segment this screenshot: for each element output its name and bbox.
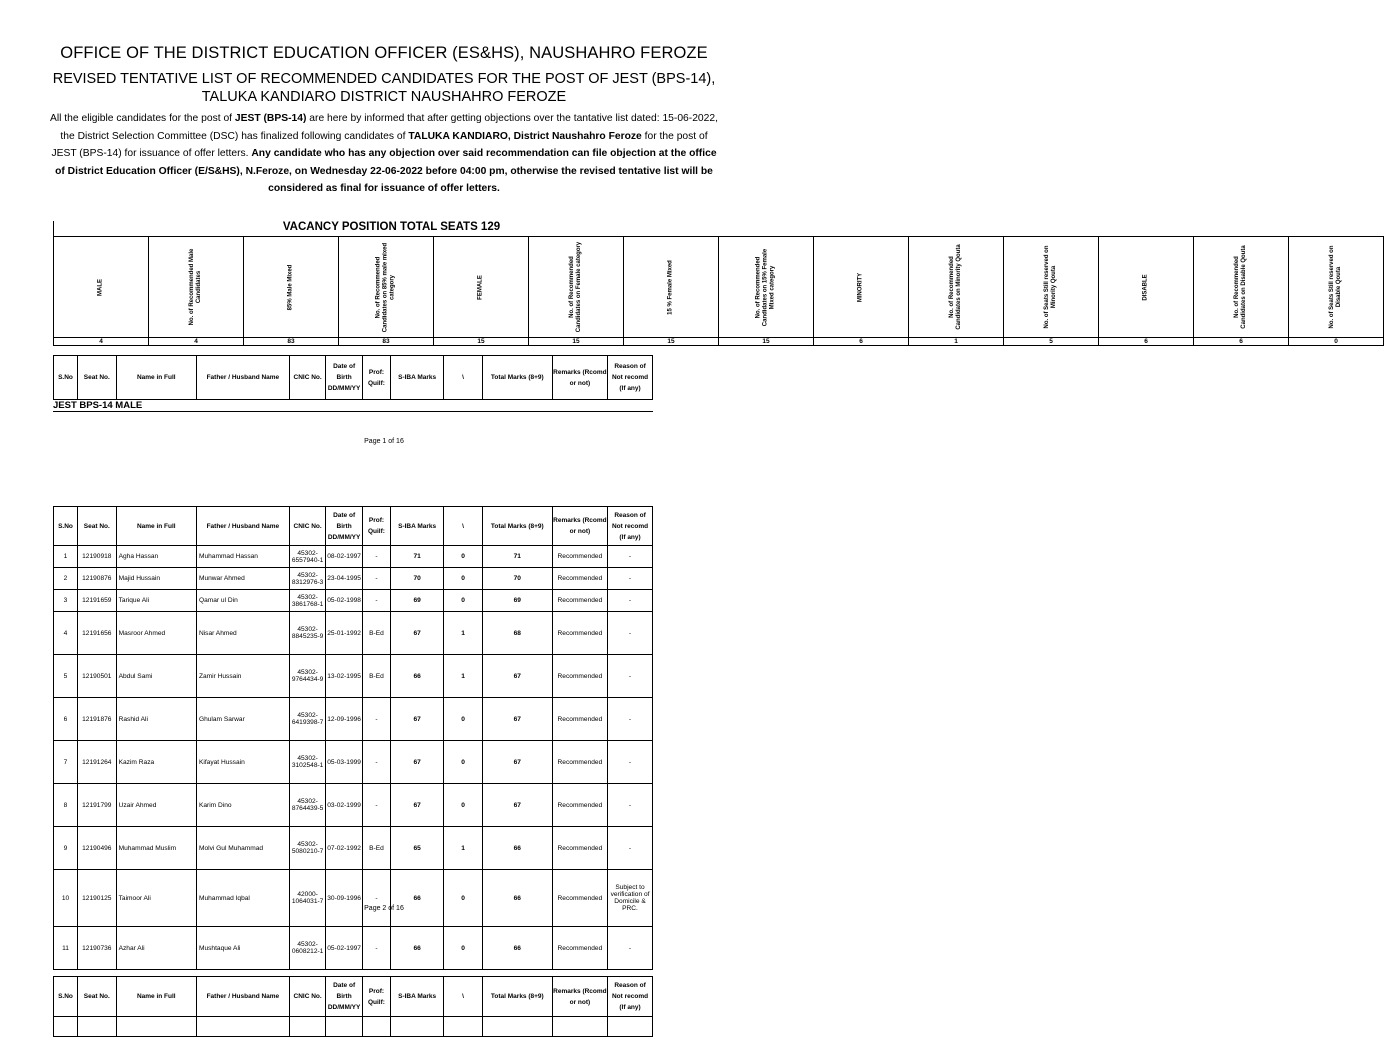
cell-extra: 1 xyxy=(444,612,483,655)
cell-name: Rashid Ali xyxy=(116,698,196,741)
candidates-table-page1 xyxy=(53,355,653,400)
cell-cnic: 45302-8764439-5 xyxy=(289,784,326,827)
cell-cnic: 45302-9764434-9 xyxy=(289,655,326,698)
cell-siba: 66 xyxy=(391,927,444,970)
vacancy-value: 15 xyxy=(719,338,814,346)
cell-name: Majid Hussain xyxy=(116,568,196,590)
column-header-sno: S.No xyxy=(54,507,78,546)
cell-prof: - xyxy=(362,870,390,927)
column-header-name: Name in Full xyxy=(116,356,196,400)
intro-bold-3: Any candidate who has any objection over said recommendation can file objection at the office of District Education Officer (E/S&HS), N.Feroze, on Wednesday 22-06-2022 before 04:00 pm, otherwise the revised tentative list will be considered as final for issuance of offer letters. xyxy=(55,148,717,194)
column-header-dob: Date of Birth DD/MM/YY xyxy=(326,356,363,400)
cell-remarks: Recommended xyxy=(552,612,607,655)
cell-extra: 0 xyxy=(444,784,483,827)
cell-siba: 66 xyxy=(391,870,444,927)
vacancy-value: 6 xyxy=(1099,338,1194,346)
cell-reason: - xyxy=(608,927,653,970)
cell-father: Muhammad Hassan xyxy=(196,546,289,568)
cell-sno: 8 xyxy=(54,784,78,827)
table-row xyxy=(54,612,653,655)
cell-dob: 13-02-1995 xyxy=(326,655,363,698)
cell-dob: 30-09-1996 xyxy=(326,870,363,927)
cell-cnic: 45302-3861768-1 xyxy=(289,590,326,612)
cell-name: Uzair Ahmed xyxy=(116,784,196,827)
cell-seat: 12190125 xyxy=(78,870,117,927)
cell-reason: - xyxy=(608,612,653,655)
cell-prof: - xyxy=(362,568,390,590)
vacancy-header: No. of Seats Still reserved on Disable Qouta xyxy=(1289,237,1384,338)
cell-reason: - xyxy=(608,827,653,870)
cell-siba: 67 xyxy=(391,698,444,741)
cell-cnic: 45302-8312976-3 xyxy=(289,568,326,590)
table-row xyxy=(54,927,653,970)
vacancy-header-row xyxy=(54,237,1384,338)
cell-sno: 9 xyxy=(54,827,78,870)
column-header-reason: Reason of Not recomd (If any) xyxy=(608,356,653,400)
cell-reason: - xyxy=(608,590,653,612)
cell-siba: 67 xyxy=(391,784,444,827)
cell-sno: 10 xyxy=(54,870,78,927)
vacancy-header: No. of Recommended Candidates on 15% Female Mixed category xyxy=(719,237,814,338)
cell-remarks: Recommended xyxy=(552,870,607,927)
cell-father: Kifayat Hussain xyxy=(196,741,289,784)
intro-text-3: for the post of JEST (BPS-14) for issuance of offer letters. xyxy=(51,130,708,159)
column-header-remarks: Remarks (Rcomd or not) xyxy=(552,356,607,400)
column-header-siba: S-IBA Marks xyxy=(391,507,444,546)
column-header-name: Name in Full xyxy=(116,507,196,546)
cell-name: Muhammad Muslim xyxy=(116,827,196,870)
cell-reason: - xyxy=(608,546,653,568)
cell-siba: 69 xyxy=(391,590,444,612)
vacancy-header: No. of Recommended Candidates on Disable Qouta xyxy=(1194,237,1289,338)
cell-father: Mushtaque Ali xyxy=(196,927,289,970)
cell-sno: 1 xyxy=(54,546,78,568)
cell-remarks: Recommended xyxy=(552,546,607,568)
cell-father: Muhammad Iqbal xyxy=(196,870,289,927)
cell-dob: 05-03-1999 xyxy=(326,741,363,784)
vacancy-header: 85% Male Mixed xyxy=(244,237,339,338)
vacancy-header: No. of Recommended Candidates on 85% male mixed category xyxy=(339,237,434,338)
vacancy-value: 4 xyxy=(149,338,244,346)
intro-bold-2: TALUKA KANDIARO, District Naushahro Feroze xyxy=(408,130,642,142)
cell-cnic: 45302-6557940-1 xyxy=(289,546,326,568)
cell-prof: B-Ed xyxy=(362,612,390,655)
cell-siba: 66 xyxy=(391,655,444,698)
column-header-prof: Prof: Quilf: xyxy=(362,356,390,400)
vacancy-title: VACANCY POSITION TOTAL SEATS 129 xyxy=(282,221,501,233)
column-header-father: Father / Husband Name xyxy=(196,507,289,546)
cell-extra: 0 xyxy=(444,590,483,612)
column-header-father: Father / Husband Name xyxy=(196,977,289,1017)
intro-text-2: are here by informed that after getting objections over the tantative list dated: 15-06-2022, the District Selection Committee (DSC) has finalized following candidates of xyxy=(60,113,718,142)
table-row xyxy=(54,1017,653,1037)
column-header-remarks: Remarks (Rcomd or not) xyxy=(552,977,607,1017)
vacancy-header: No. of Seats Still reserved on Minority Qouta xyxy=(1004,237,1099,338)
cell-extra: 1 xyxy=(444,827,483,870)
column-header-prof: Prof: Quilf: xyxy=(362,507,390,546)
cell-reason: - xyxy=(608,568,653,590)
list-subtitle: REVISED TENTATIVE LIST OF RECOMMENDED CANDIDATES FOR THE POST OF JEST (BPS-14), TALUKA KANDIARO DISTRICT NAUSHAHRO FEROZE xyxy=(52,71,716,105)
column-header-total: Total Marks (8+9) xyxy=(482,977,552,1017)
cell-remarks: Recommended xyxy=(552,698,607,741)
cell-sno: 5 xyxy=(54,655,78,698)
cell-extra: 0 xyxy=(444,870,483,927)
column-header-reason: Reason of Not recomd (If any) xyxy=(608,977,653,1017)
vacancy-values-row xyxy=(54,338,1384,346)
cell-father: Qamar ul Din xyxy=(196,590,289,612)
intro-text-1: All the eligible candidates for the post of xyxy=(50,113,235,124)
cell-extra: 0 xyxy=(444,927,483,970)
cell-dob: 12-09-1996 xyxy=(326,698,363,741)
cell-siba: 65 xyxy=(391,827,444,870)
cell-total: 68 xyxy=(482,612,552,655)
vacancy-header: MALE xyxy=(54,237,149,338)
cell-siba: 71 xyxy=(391,546,444,568)
cell-seat: 12191876 xyxy=(78,698,117,741)
cell-father: Nisar Ahmed xyxy=(196,612,289,655)
cell-prof: - xyxy=(362,927,390,970)
candidates-header-row xyxy=(54,977,653,1017)
column-header-siba: S-IBA Marks xyxy=(391,356,444,400)
cell-father: Munwar Ahmed xyxy=(196,568,289,590)
vacancy-value: 0 xyxy=(1289,338,1384,346)
vacancy-value: 1 xyxy=(909,338,1004,346)
cell-dob: 25-01-1992 xyxy=(326,612,363,655)
cell-sno: 2 xyxy=(54,568,78,590)
cell-total: 66 xyxy=(482,927,552,970)
column-header-cnic: CNIC No. xyxy=(289,356,326,400)
page-number: Page 2 of 16 xyxy=(364,905,404,912)
cell-total: 69 xyxy=(482,590,552,612)
cell-sno: 3 xyxy=(54,590,78,612)
cell-name: Tarique Ali xyxy=(116,590,196,612)
cell-sno: 4 xyxy=(54,612,78,655)
cell-dob: 23-04-1995 xyxy=(326,568,363,590)
cell-reason: - xyxy=(608,741,653,784)
cell-dob: 03-02-1999 xyxy=(326,784,363,827)
vacancy-table xyxy=(53,236,1384,346)
table-row xyxy=(54,784,653,827)
cell-prof: - xyxy=(362,546,390,568)
cell-father: Molvi Gul Muhammad xyxy=(196,827,289,870)
column-header-name: Name in Full xyxy=(116,977,196,1017)
cell-reason: Subject to verification of Domicile & PRC. xyxy=(608,870,653,927)
column-header-dob: Date of Birth DD/MM/YY xyxy=(326,507,363,546)
intro-paragraph xyxy=(50,110,718,198)
page-number: Page 1 of 16 xyxy=(364,438,404,445)
cell-remarks: Recommended xyxy=(552,590,607,612)
cell-father: Zamir Hussain xyxy=(196,655,289,698)
vacancy-header: No. of Recommended Candidates on Female category xyxy=(529,237,624,338)
cell-total: 67 xyxy=(482,741,552,784)
cell-reason: - xyxy=(608,655,653,698)
cell-prof: - xyxy=(362,784,390,827)
cell-name: Masroor Ahmed xyxy=(116,612,196,655)
cell-cnic: 45302-8845235-9 xyxy=(289,612,326,655)
table-row xyxy=(54,590,653,612)
cell-prof: B-Ed xyxy=(362,655,390,698)
cell-seat: 12191659 xyxy=(78,590,117,612)
vacancy-header: 15 % Female Mixed xyxy=(624,237,719,338)
column-header-seat: Seat No. xyxy=(78,977,117,1017)
cell-reason: - xyxy=(608,784,653,827)
table-row xyxy=(54,870,653,927)
cell-remarks: Recommended xyxy=(552,568,607,590)
candidates-header-row xyxy=(54,507,653,546)
cell-name: Azhar Ali xyxy=(116,927,196,970)
table-row xyxy=(54,741,653,784)
table-row xyxy=(54,655,653,698)
cell-cnic: 45302-0608212-1 xyxy=(289,927,326,970)
table-row xyxy=(54,546,653,568)
cell-prof: - xyxy=(362,698,390,741)
column-header-reason: Reason of Not recomd (If any) xyxy=(608,507,653,546)
cell-total: 66 xyxy=(482,827,552,870)
vacancy-header: No. of Recommended Male Candidates xyxy=(149,237,244,338)
cell-remarks: Recommended xyxy=(552,784,607,827)
cell-extra: 0 xyxy=(444,546,483,568)
cell-seat: 12191656 xyxy=(78,612,117,655)
column-header-total: Total Marks (8+9) xyxy=(482,507,552,546)
cell-reason: - xyxy=(608,698,653,741)
candidates-table-page2 xyxy=(53,506,653,970)
vacancy-value: 4 xyxy=(54,338,149,346)
cell-sno: 7 xyxy=(54,741,78,784)
cell-dob: 05-02-1998 xyxy=(326,590,363,612)
column-header-seat: Seat No. xyxy=(78,507,117,546)
cell-remarks: Recommended xyxy=(552,827,607,870)
cell-remarks: Recommended xyxy=(552,927,607,970)
column-header-slash: \ xyxy=(444,356,483,400)
vacancy-value: 15 xyxy=(624,338,719,346)
cell-remarks: Recommended xyxy=(552,741,607,784)
cell-prof: - xyxy=(362,590,390,612)
cell-seat: 12190876 xyxy=(78,568,117,590)
cell-dob: 08-02-1997 xyxy=(326,546,363,568)
cell-cnic: 45302-5080210-7 xyxy=(289,827,326,870)
cell-remarks: Recommended xyxy=(552,655,607,698)
cell-name: Kazim Raza xyxy=(116,741,196,784)
cell-seat: 12190501 xyxy=(78,655,117,698)
vacancy-header: No. of Recommended Candidates on Minority Qouta xyxy=(909,237,1004,338)
cell-name: Abdul Sami xyxy=(116,655,196,698)
cell-sno: 11 xyxy=(54,927,78,970)
cell-total: 67 xyxy=(482,655,552,698)
column-header-prof: Prof: Quilf: xyxy=(362,977,390,1017)
cell-extra: 0 xyxy=(444,698,483,741)
cell-seat: 12191799 xyxy=(78,784,117,827)
vacancy-value: 5 xyxy=(1004,338,1099,346)
cell-dob: 07-02-1992 xyxy=(326,827,363,870)
vacancy-value: 83 xyxy=(244,338,339,346)
section-title: JEST BPS-14 MALE xyxy=(53,400,653,412)
column-header-total: Total Marks (8+9) xyxy=(482,356,552,400)
cell-total: 66 xyxy=(482,870,552,927)
column-header-siba: S-IBA Marks xyxy=(391,977,444,1017)
vacancy-value: 6 xyxy=(814,338,909,346)
column-header-slash: \ xyxy=(444,977,483,1017)
cell-seat: 12190496 xyxy=(78,827,117,870)
cell-extra: 1 xyxy=(444,655,483,698)
table-row xyxy=(54,698,653,741)
candidates-table-page3 xyxy=(53,976,653,1037)
vacancy-header: DISABLE xyxy=(1099,237,1194,338)
cell-siba: 70 xyxy=(391,568,444,590)
vacancy-value: 83 xyxy=(339,338,434,346)
vacancy-value: 6 xyxy=(1194,338,1289,346)
cell-seat: 12190918 xyxy=(78,546,117,568)
cell-prof: - xyxy=(362,741,390,784)
column-header-seat: Seat No. xyxy=(78,356,117,400)
cell-extra: 0 xyxy=(444,568,483,590)
column-header-cnic: CNIC No. xyxy=(289,977,326,1017)
vacancy-header: FEMALE xyxy=(434,237,529,338)
vacancy-header: MINORITY xyxy=(814,237,909,338)
column-header-father: Father / Husband Name xyxy=(196,356,289,400)
cell-extra: 0 xyxy=(444,741,483,784)
intro-bold-1: JEST (BPS-14) xyxy=(234,113,307,124)
column-header-slash: \ xyxy=(444,507,483,546)
column-header-sno: S.No xyxy=(54,977,78,1017)
column-header-sno: S.No xyxy=(54,356,78,400)
cell-total: 71 xyxy=(482,546,552,568)
vacancy-value: 15 xyxy=(529,338,624,346)
cell-cnic: 42000-1064031-7 xyxy=(289,870,326,927)
cell-total: 70 xyxy=(482,568,552,590)
cell-name: Agha Hassan xyxy=(116,546,196,568)
cell-seat: 12191264 xyxy=(78,741,117,784)
cell-father: Karim Dino xyxy=(196,784,289,827)
vacancy-value: 15 xyxy=(434,338,529,346)
office-heading: OFFICE OF THE DISTRICT EDUCATION OFFICER (ES&HS), NAUSHAHRO FEROZE xyxy=(60,44,708,62)
cell-siba: 67 xyxy=(391,741,444,784)
cell-prof: B-Ed xyxy=(362,827,390,870)
cell-sno: 6 xyxy=(54,698,78,741)
column-header-remarks: Remarks (Rcomd or not) xyxy=(552,507,607,546)
cell-dob: 05-02-1997 xyxy=(326,927,363,970)
cell-father: Ghulam Sarwar xyxy=(196,698,289,741)
cell-cnic: 45302-3102548-1 xyxy=(289,741,326,784)
column-header-dob: Date of Birth DD/MM/YY xyxy=(326,977,363,1017)
table-row xyxy=(54,827,653,870)
cell-seat: 12190736 xyxy=(78,927,117,970)
cell-name: Taimoor Ali xyxy=(116,870,196,927)
cell-total: 67 xyxy=(482,698,552,741)
cell-total: 67 xyxy=(482,784,552,827)
column-header-cnic: CNIC No. xyxy=(289,507,326,546)
table-row xyxy=(54,568,653,590)
cell-siba: 67 xyxy=(391,612,444,655)
cell-cnic: 45302-6419398-7 xyxy=(289,698,326,741)
candidates-header-row xyxy=(54,356,653,400)
